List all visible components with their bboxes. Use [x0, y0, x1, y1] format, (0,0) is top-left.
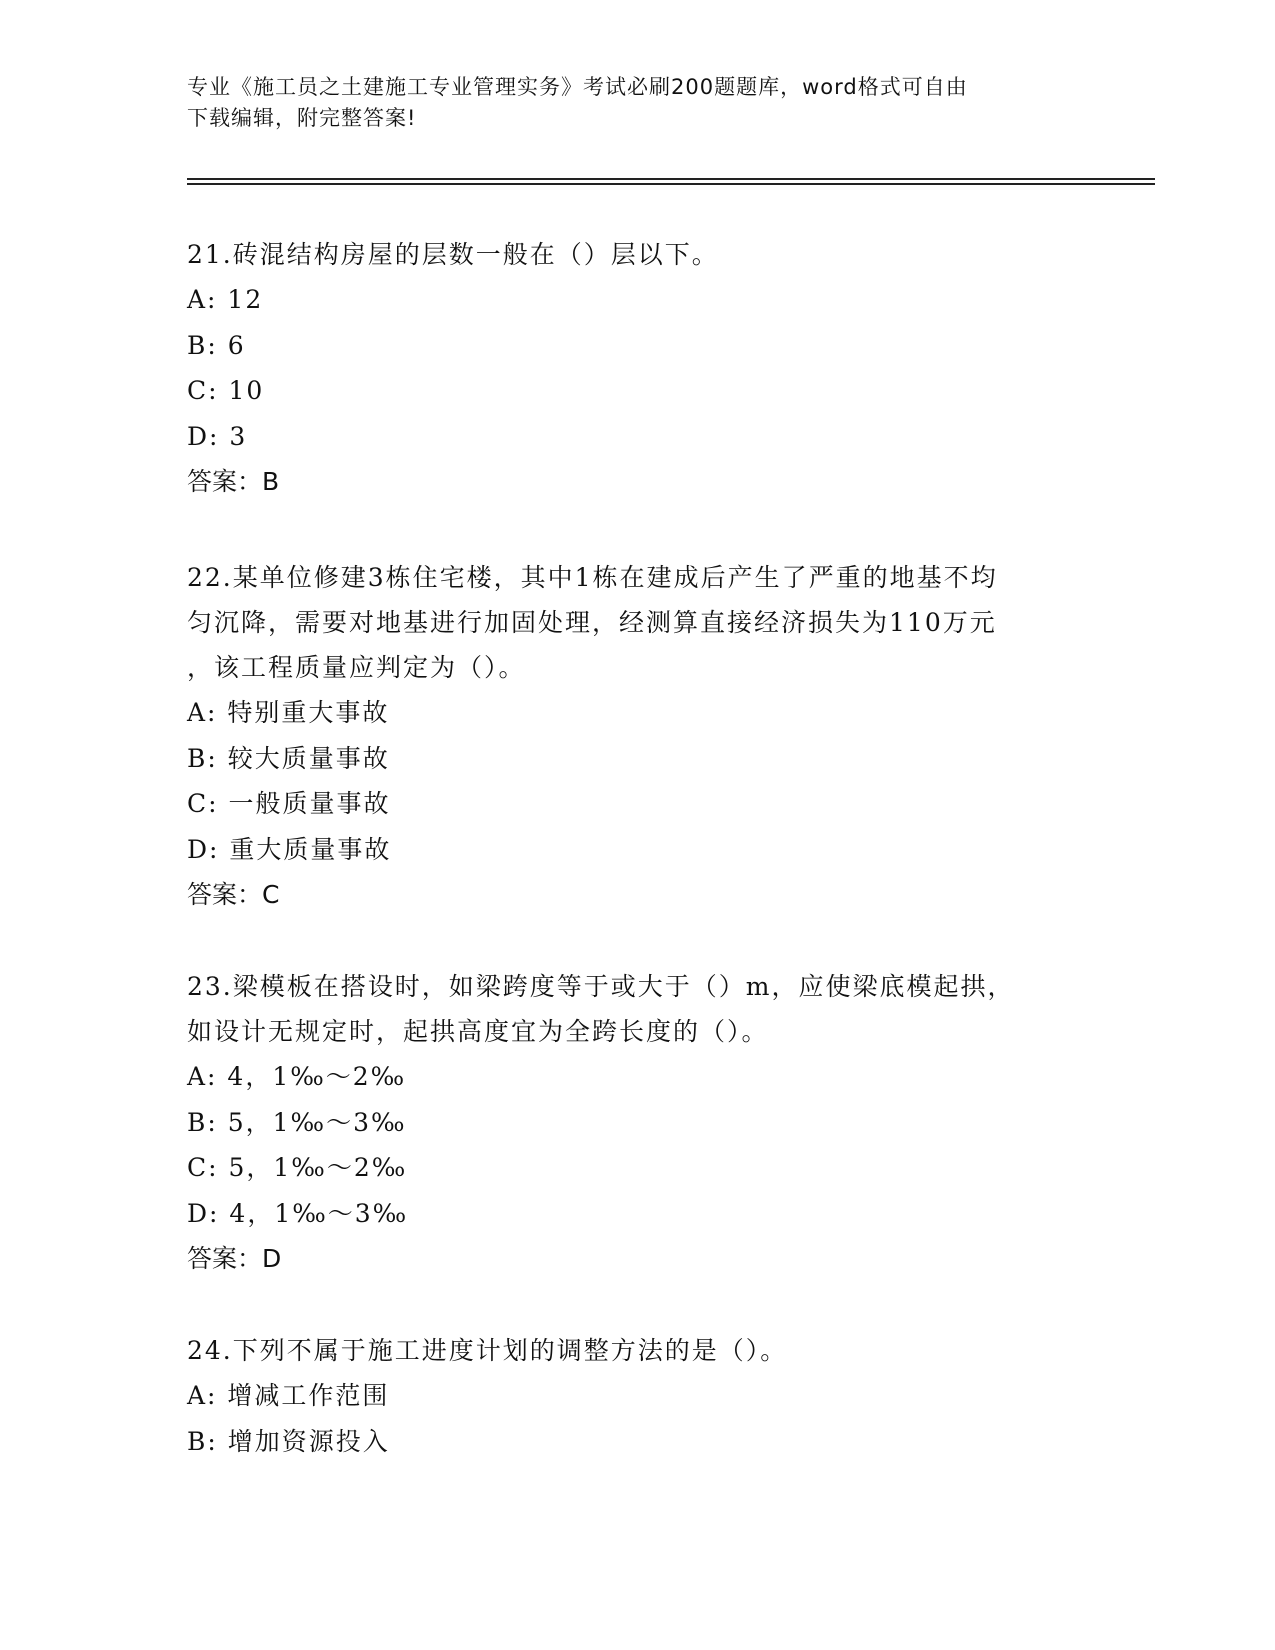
option-d: D: 4，1‰～3‰	[187, 1198, 409, 1228]
option-a: A: 4，1‰～2‰	[187, 1062, 407, 1091]
answer: 答案：C	[187, 880, 280, 909]
option-d: D: 重大质量事故	[187, 834, 392, 864]
header-line-2: 下载编辑，附完整答案!	[187, 106, 417, 130]
option-a: A: 特别重大事故	[187, 698, 390, 727]
option-b: B: 5，1‰～3‰	[187, 1107, 407, 1137]
question-stem-line-3: ，该工程质量应判定为（）。	[187, 653, 526, 682]
question-stem: 24.下列不属于施工进度计划的调整方法的是（）。	[187, 1336, 788, 1365]
question-stem-line-2: 如设计无规定时，起拱高度宜为全跨长度的（）。	[187, 1017, 769, 1046]
option-c: C: 10	[187, 376, 265, 405]
option-a: A: 增减工作范围	[187, 1381, 390, 1410]
option-d: D: 3	[187, 421, 248, 451]
option-b: B: 较大质量事故	[187, 743, 390, 773]
option-c: C: 一般质量事故	[187, 789, 391, 818]
document-header	[187, 72, 1087, 134]
option-c: C: 5，1‰～2‰	[187, 1153, 408, 1182]
header-divider-top	[187, 178, 1155, 180]
option-b: B: 增加资源投入	[187, 1426, 390, 1456]
option-a: A: 12	[187, 285, 264, 314]
question-24	[187, 1328, 1087, 1464]
question-stem: 21.砖混结构房屋的层数一般在（）层以下。	[187, 240, 719, 269]
header-line-1: 专业《施工员之土建施工专业管理实务》考试必刷200题题库，word格式可自由	[187, 75, 968, 99]
question-stem-line-1: 23.梁模板在搭设时，如梁跨度等于或大于（）m，应使梁底模起拱，	[187, 972, 1015, 1001]
answer: 答案：D	[187, 1244, 282, 1273]
option-b: B: 6	[187, 330, 246, 360]
question-22	[187, 555, 1087, 917]
answer: 答案：B	[187, 467, 280, 496]
question-stem-line-1: 22.某单位修建3栋住宅楼，其中1栋在建成后产生了严重的地基不均	[187, 563, 998, 592]
question-23	[187, 964, 1087, 1281]
header-divider-bottom	[187, 183, 1155, 185]
question-stem-line-2: 匀沉降，需要对地基进行加固处理，经测算直接经济损失为110万元	[187, 608, 997, 637]
question-21	[187, 232, 1087, 504]
